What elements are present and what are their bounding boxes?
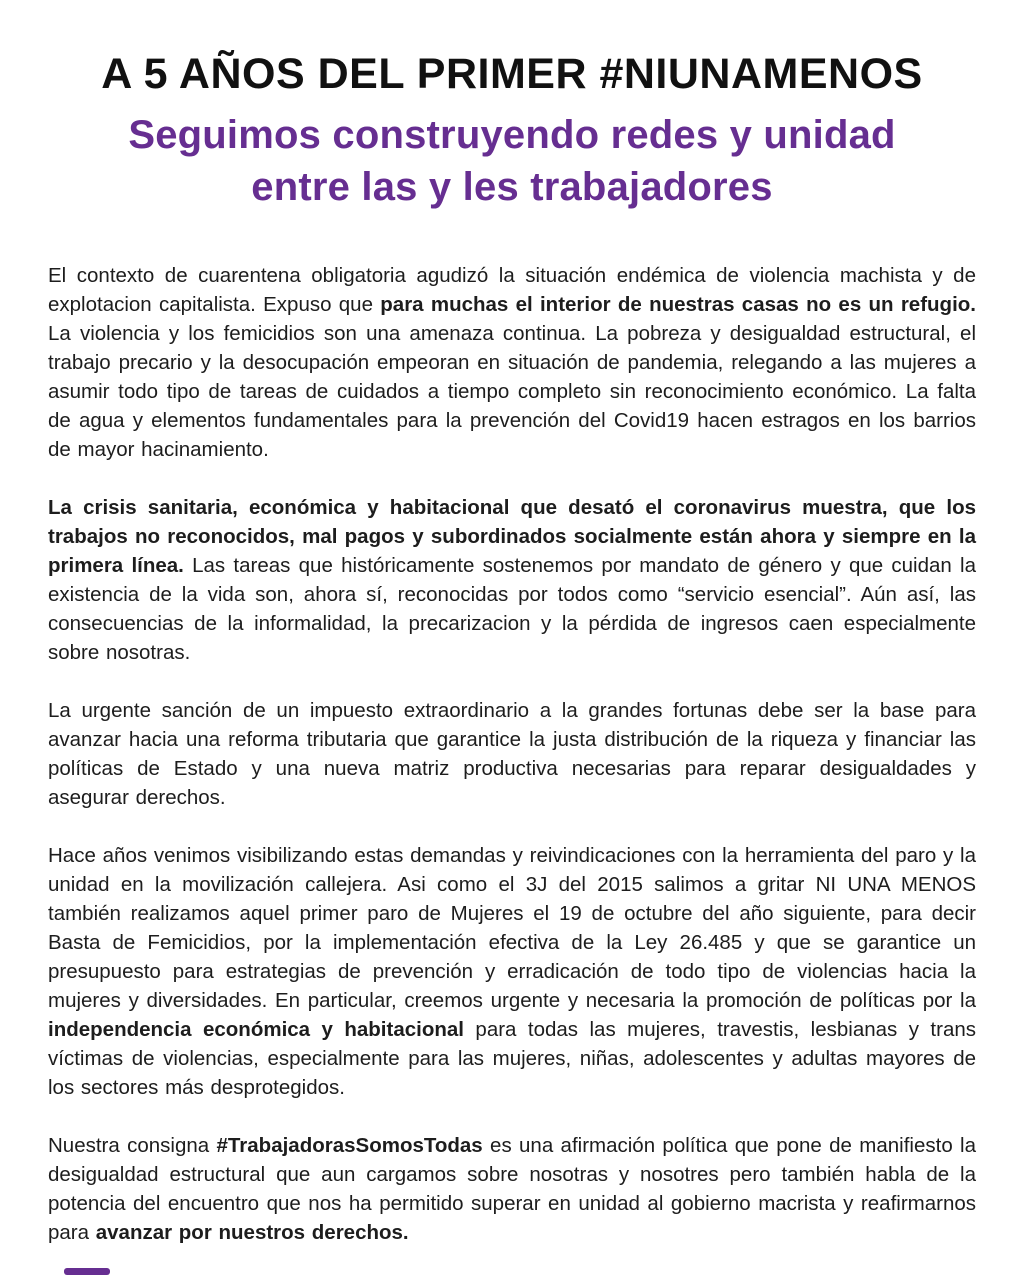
- page-subtitle: Seguimos construyendo redes y unidad entre las y les trabajadores: [128, 113, 896, 210]
- page-accent-bar: [64, 1268, 110, 1275]
- bold-text-run: avanzar por nuestros derechos.: [95, 1221, 409, 1245]
- bold-text-run: #TrabajadorasSomosTodas: [216, 1134, 483, 1158]
- paragraph: [48, 261, 976, 464]
- bold-text-run: independencia económica y habitacional: [48, 1018, 464, 1042]
- text-run: Hace años venimos visibilizando estas demandas y reivindicaciones con la herramienta del paro y la unidad en la movilización callejera. Asi como el 3J del 2015 salimos a gritar NI UNA MENOS también realizamos aquel primer paro de Mujeres el 19 de octubre del año siguiente, para decir Basta de Femicidios, por la implementación efectiva de la Ley 26.485 y que se garantice un presupuesto para estrategias de prevención y erradicación de todo tipo de violencias hacia la mujeres y diversidades. En particular, creemos urgente y necesaria la promoción de políticas por la: [48, 844, 976, 1013]
- text-run: Nuestra consigna: [48, 1134, 217, 1158]
- text-run: Las tareas que históricamente sostenemos por mandato de género y que cuidan la existencia de la vida son, ahora sí, reconocidas por todos como “servicio esencial”. Aún así, las consecuencias de la informalidad, la precarizacion y la pérdida de ingresos caen especialmente sobre nosotras.: [48, 554, 976, 665]
- text-run: El contexto de cuarentena obligatoria agudizó la situación endémica de violencia machista y de explotacion capitalista. Expuso que: [48, 264, 976, 317]
- document-body: [48, 261, 976, 1247]
- text-run: es una afirmación política que pone de manifiesto la desigualdad estructural que aun cargamos sobre nosotras y nosotres pero también habla de la potencia del encuentro que nos ha permitido superar en unidad al gobierno macrista y reafirmarnos para: [48, 1134, 976, 1245]
- bold-text-run: La crisis sanitaria, económica y habitacional que desató el coronavirus muestra, que los trabajos no reconocidos, mal pagos y subordinados socialmente están ahora y siempre en la primera línea.: [48, 496, 976, 578]
- text-run: La violencia y los femicidios son una amenaza continua. La pobreza y desigualdad estructural, el trabajo precario y la desocupación empeoran en situación de pandemia, relegando a las mujeres a asumir todo tipo de tareas de cuidados a tiempo completo sin reconocimiento económico. La falta de agua y elementos fundamentales para la prevención del Covid19 hacen estragos en los barrios de mayor hacinamiento.: [48, 322, 976, 462]
- paragraph: [48, 841, 976, 1102]
- paragraph: [48, 1131, 976, 1247]
- bold-text-run: para muchas el interior de nuestras casas no es un refugio.: [380, 293, 976, 317]
- paragraph: [48, 696, 976, 812]
- text-run: La urgente sanción de un impuesto extraordinario a la grandes fortunas debe ser la base para avanzar hacia una reforma tributaria que garantice la justa distribución de la riqueza y financiar las políticas de Estado y una nueva matriz productiva necesarias para reparar desigualdades y asegurar derechos.: [48, 699, 976, 810]
- paragraph: [48, 493, 976, 667]
- page-title: A 5 AÑOS DEL PRIMER #NIUNAMENOS: [101, 50, 923, 98]
- text-run: para todas las mujeres, travestis, lesbianas y trans víctimas de violencias, especialmente para las mujeres, niñas, adolescentes y adultas mayores de los sectores más desprotegidos.: [48, 1018, 976, 1100]
